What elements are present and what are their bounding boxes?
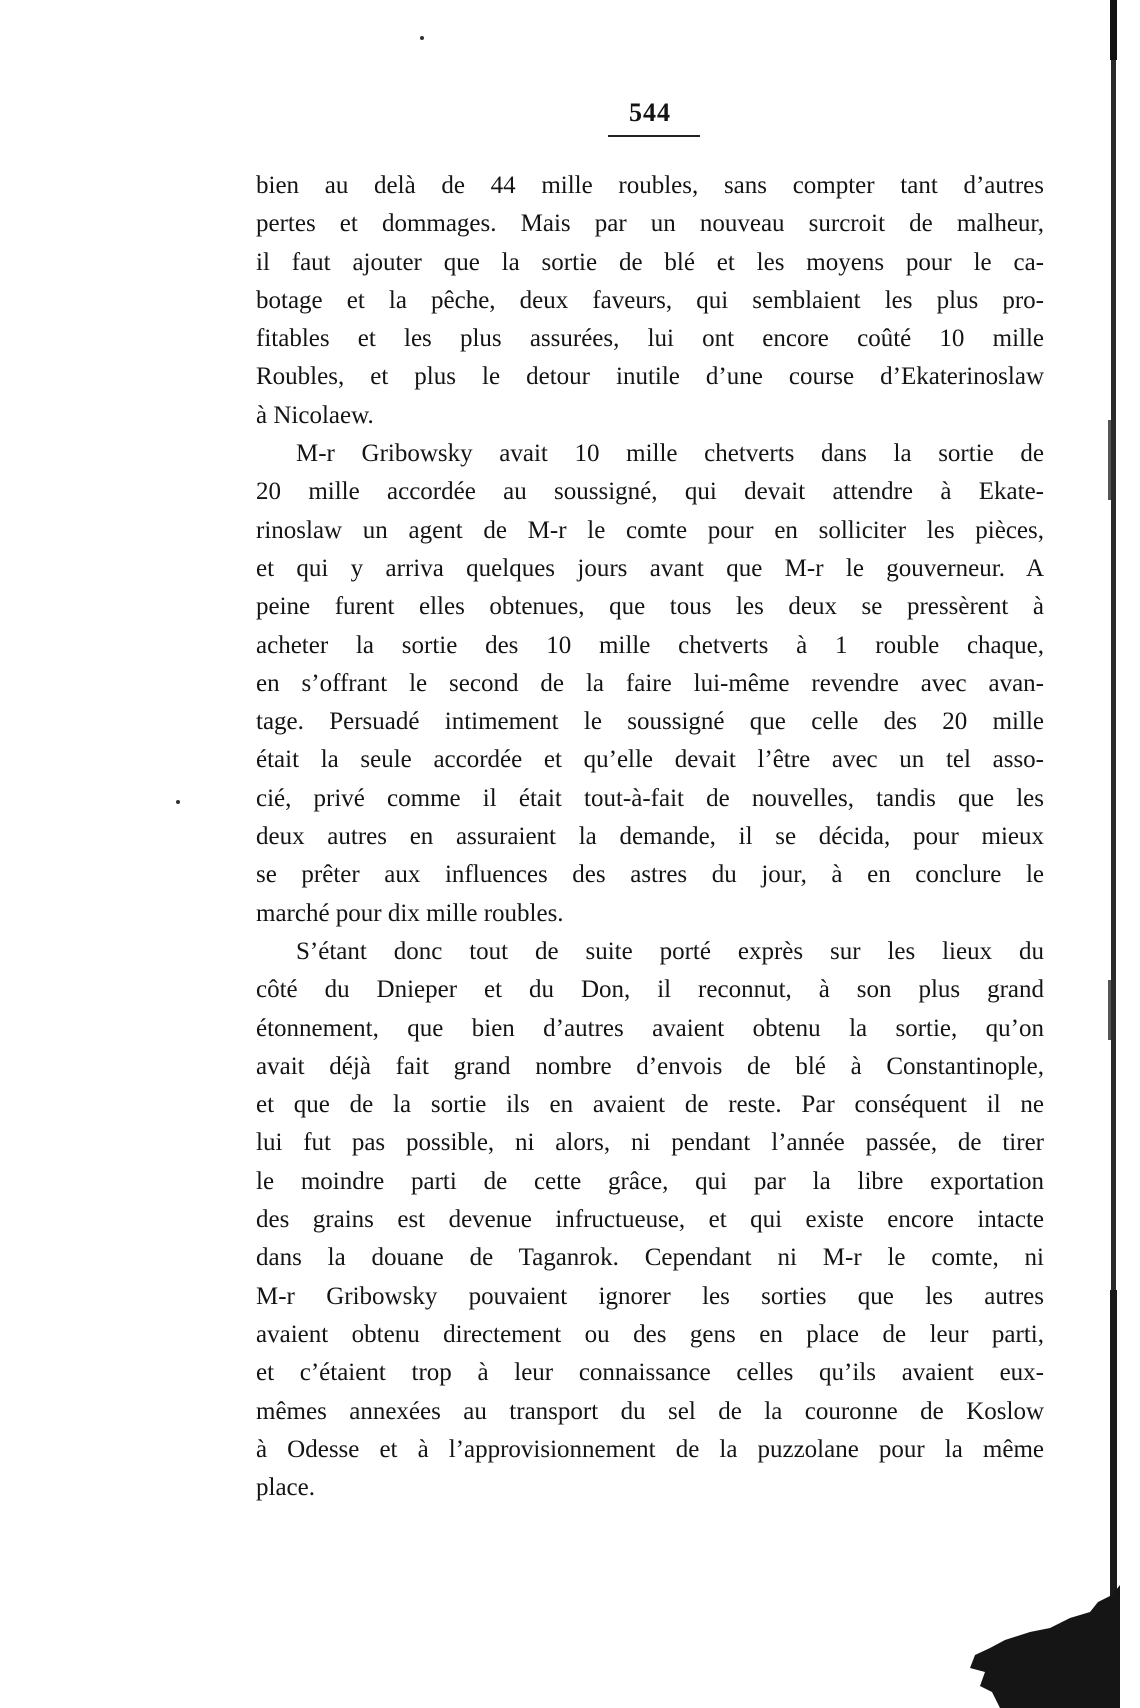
text-line: place. [256, 1474, 315, 1502]
text-line: Roubles, et plus le detour inutile d’une course d’Ekaterinoslaw [256, 363, 1044, 391]
text-line: et c’étaient trop à leur connaissance celles qu’ils avaient eux- [256, 1359, 1044, 1387]
text-line: mêmes annexées au transport du sel de la couronne de Koslow [256, 1397, 1044, 1425]
body-text [256, 167, 1044, 1507]
text-line: bien au delà de 44 mille roubles, sans compter tant d’autres [256, 172, 1044, 199]
text-line: 20 mille accordée au soussigné, qui devait attendre à Ekate- [256, 478, 1044, 506]
text-line: étonnement, que bien d’autres avaient obtenu la sortie, qu’on [256, 1014, 1044, 1042]
text-line: en s’offrant le second de la faire lui-même revendre avec avan- [256, 669, 1044, 697]
page-edge-shadow [1108, 0, 1122, 1708]
text-line: était la seule accordée et qu’elle devait l’être avec un tel asso- [256, 746, 1044, 774]
text-line: se prêter aux influences des astres du jour, à en conclure le [256, 861, 1044, 889]
text-line: il faut ajouter que la sortie de blé et les moyens pour le ca- [256, 248, 1044, 276]
ink-speck [420, 36, 424, 40]
text-line: dans la douane de Taganrok. Cependant ni M-r le comte, ni [256, 1244, 1044, 1272]
text-line: le moindre parti de cette grâce, qui par la libre exportation [256, 1167, 1044, 1195]
text-line: à Nicolaew. [256, 401, 374, 429]
text-line: deux autres en assuraient la demande, il se décida, pour mieux [256, 823, 1044, 851]
text-line: marché pour dix mille roubles. [256, 899, 564, 927]
text-line: M-r Gribowsky avait 10 mille chetverts dans la sortie de [296, 440, 1044, 468]
text-line: et que de la sortie ils en avaient de reste. Par conséquent il ne [256, 1091, 1044, 1119]
text-line: côté du Dnieper et du Don, il reconnut, à son plus grand [256, 976, 1044, 1004]
text-line: tage. Persuadé intimement le soussigné que celle des 20 mille [256, 708, 1044, 736]
text-line: et qui y arriva quelques jours avant que M-r le gouverneur. A [256, 554, 1044, 582]
text-line: acheter la sortie des 10 mille chetverts à 1 rouble chaque, [256, 631, 1044, 659]
margin-mark [176, 800, 180, 804]
page-number-underline [608, 135, 700, 137]
text-line: M-r Gribowsky pouvaient ignorer les sorties que les autres [256, 1282, 1044, 1310]
text-line: lui fut pas possible, ni alors, ni pendant l’année passée, de tirer [256, 1129, 1044, 1157]
text-line: botage et la pêche, deux faveurs, qui semblaient les plus pro- [256, 286, 1044, 314]
text-line: à Odesse et à l’approvisionnement de la puzzolane pour la même [256, 1435, 1044, 1463]
text-line: avaient obtenu directement ou des gens en place de leur parti, [256, 1320, 1044, 1348]
text-line: rinoslaw un agent de M-r le comte pour en solliciter les pièces, [256, 516, 1044, 544]
page-number: 544 [629, 98, 671, 127]
text-line: cié, privé comme il était tout-à-fait de nouvelles, tandis que les [256, 784, 1044, 812]
text-line: des grains est devenue infructueuse, et qui existe encore intacte [256, 1206, 1044, 1234]
text-line: pertes et dommages. Mais par un nouveau surcroit de malheur, [256, 210, 1044, 238]
text-line: S’étant donc tout de suite porté exprès sur les lieux du [296, 937, 1044, 965]
text-line: avait déjà fait grand nombre d’envois de blé à Constantinople, [256, 1052, 1044, 1080]
text-line: fitables et les plus assurées, lui ont encore coûté 10 mille [256, 325, 1044, 353]
text-line: peine furent elles obtenues, que tous les deux se pressèrent à [256, 593, 1044, 621]
